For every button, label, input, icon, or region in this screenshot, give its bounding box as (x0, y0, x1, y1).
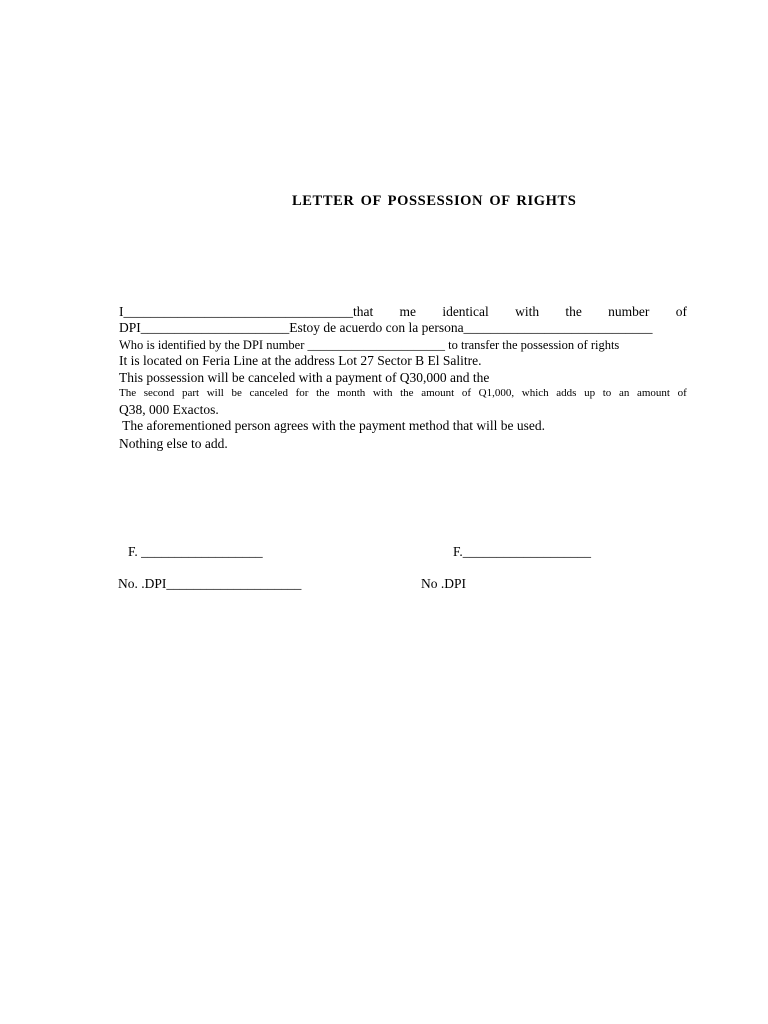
dpi-line-right: No .DPI (421, 576, 467, 591)
line6-word: month (337, 387, 366, 399)
body-line-4: It is located on Feria Line at the address Lot 27 Sector B El Salitre. (119, 353, 482, 368)
line1-word: me (399, 304, 417, 319)
line1-word: the (565, 304, 582, 319)
body-line-2: DPI______________________Estoy de acuerdo con la persona____________________________ (119, 320, 653, 335)
line1-word: identical (442, 304, 489, 319)
line6-word: amount (636, 387, 670, 399)
line6-word: of (677, 387, 687, 399)
line6-word: an (618, 387, 630, 399)
line6-word: which (521, 387, 549, 399)
signature-line-right: F.___________________ (453, 544, 592, 559)
line6-word: with (372, 387, 393, 399)
line6-word: second (143, 387, 175, 399)
line6-word: of (461, 387, 472, 399)
line6-word: part (181, 387, 200, 399)
line6-word: for (295, 387, 309, 399)
line1-word: number (608, 304, 650, 319)
line6-word: the (400, 387, 414, 399)
body-line-5: This possession will be canceled with a payment of Q30,000 and the (119, 370, 490, 385)
line6-word: will (206, 387, 224, 399)
line6-word: to (602, 387, 612, 399)
body-line-6 (119, 385, 687, 401)
body-line-1 (119, 304, 687, 320)
line6-word: be (231, 387, 242, 399)
document-title: LETTER OF POSSESSION OF RIGHTS (292, 193, 577, 209)
line6-word: canceled (249, 387, 288, 399)
line6-word: The (119, 387, 137, 399)
line1-word: with (515, 304, 540, 319)
body-line-7: Q38, 000 Exactos. (119, 402, 219, 417)
dpi-line-left: No. .DPI____________________ (118, 576, 302, 591)
line6-word: amount (421, 387, 455, 399)
body-line-8: The aforementioned person agrees with the payment method that will be used. (119, 418, 546, 433)
body-line-3: Who is identified by the DPI number ______________________ to transfer the possession of rights (119, 338, 620, 352)
line6-word: Q1,000, (478, 387, 515, 399)
line1-word: I__________________________________that (119, 304, 374, 319)
line6-word: the (316, 387, 330, 399)
line6-word: adds (556, 387, 577, 399)
body-line-9: Nothing else to add. (119, 436, 228, 451)
signature-line-left: F. __________________ (128, 544, 263, 559)
line1-word: of (675, 304, 687, 319)
line6-word: up (584, 387, 596, 399)
